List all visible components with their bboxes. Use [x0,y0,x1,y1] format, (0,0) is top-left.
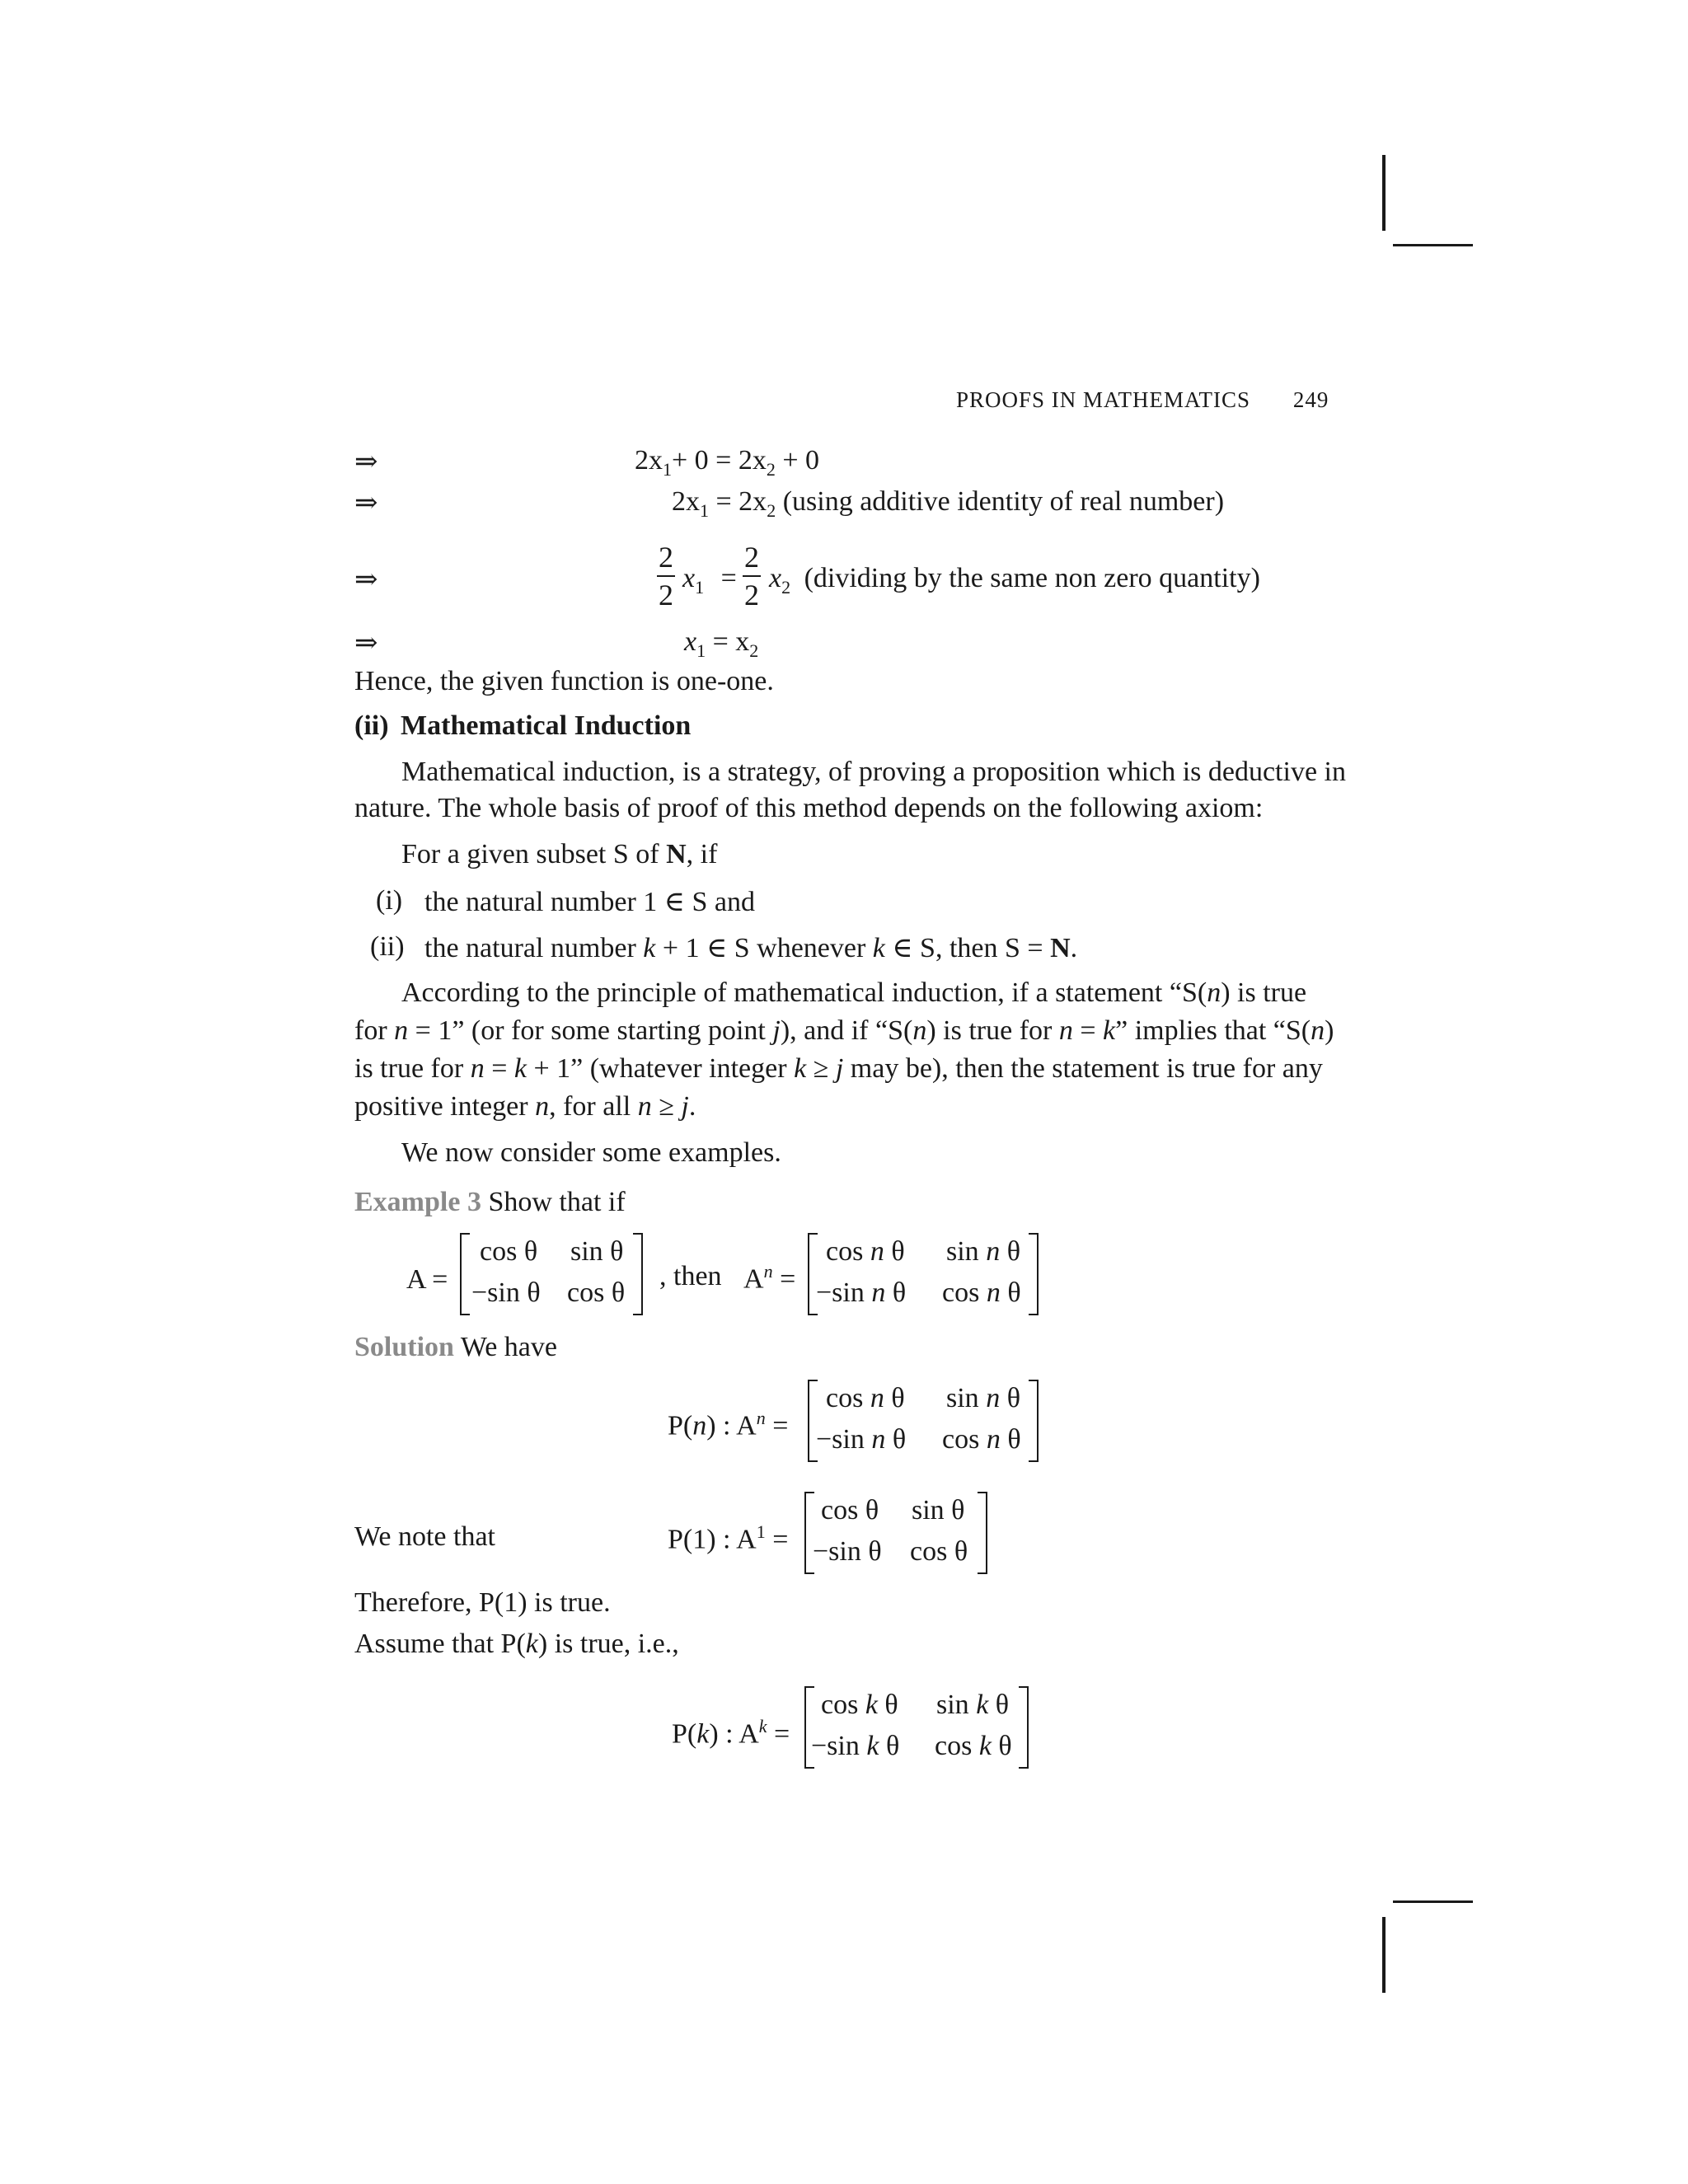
axiom-item-2-label: (ii) [370,931,405,962]
P1-lhs: P(1) : $A^1$ = [668,1521,789,1555]
matrix-Pn: cos n θ sin n θ −sin n θ cos n θ [808,1380,1039,1462]
derivation-line-3-x2: $x_2$ (dividing by the same non zero quantity) [769,563,1260,598]
implies-arrow-4: ⇒ [354,628,378,658]
solution-heading: Solution We have [354,1332,557,1362]
matrix-A-lhs: A = [406,1264,448,1295]
axiom-item-1-label: (i) [376,885,403,916]
fraction-two-over-two-left: 2 2 [659,541,673,612]
conclusion-text: Hence, the given function is one-one. [354,666,774,696]
para2-line3: is true for n = k + 1” (whatever integer k ≥ j may be), then the statement is true for any [354,1053,1323,1084]
derivation-line-4: $x_1 = x_2$ [684,626,759,661]
derivation-line-2: $2x_1 = 2x_2$ (using additive identity of real number) [672,486,1225,521]
Pk-lhs: P(k) : $A^k$ = [672,1716,790,1750]
section-heading: (ii) Mathematical Induction [354,710,692,741]
implies-arrow-2: ⇒ [354,488,378,518]
crop-mark-bottom-horizontal [1393,1900,1473,1903]
axiom-item-2: the natural number k + 1 ∈ S whenever k ∈ S, then S = N. [424,933,1078,963]
implies-arrow-3: ⇒ [354,565,378,595]
running-header [956,387,1329,413]
crop-mark-top-horizontal [1393,244,1473,246]
fraction-two-over-two-right: 2 2 [744,541,759,612]
matrix-P1: cos θ sin θ −sin θ cos θ [804,1492,987,1574]
para2-line1: According to the principle of mathematical induction, if a statement “S(n) is true [401,977,1307,1008]
implies-arrow-1: ⇒ [354,447,378,477]
crop-mark-top-vertical [1382,155,1386,231]
para1-line2: nature. The whole basis of proof of this method depends on the following axiom: [354,793,1264,823]
axiom-intro: For a given subset S of N, if [401,839,718,869]
example-3-heading: Example 3 Show that if [354,1187,626,1217]
axiom-item-1: the natural number 1 ∈ S and [424,887,755,917]
matrix-An-lhs: $A^n$ = [743,1261,796,1295]
then-text: , then [659,1261,722,1291]
page-number: 249 [1292,387,1329,412]
Pn-lhs: P(n) : $A^n$ = [668,1408,789,1441]
examples-intro: We now consider some examples. [401,1137,781,1168]
matrix-A-power-n: cos n θ sin n θ −sin n θ cos n θ [808,1233,1039,1315]
para2-line4: positive integer n, for all n ≥ j. [354,1091,696,1122]
running-title: PROOFS IN MATHEMATICS [956,387,1251,412]
we-note-that: We note that [354,1521,495,1552]
matrix-A: cos θ sin θ −sin θ cos θ [460,1233,643,1315]
assume-text: Assume that P(k) is true, i.e., [354,1629,679,1659]
crop-mark-bottom-vertical [1382,1917,1386,1993]
matrix-Pk: cos k θ sin k θ −sin k θ cos k θ [804,1686,1029,1769]
para2-line2: for n = 1” (or for some starting point j), and if “S(n) is true for n = k” implies that “S(n) [354,1015,1334,1046]
para1-line1: Mathematical induction, is a strategy, of proving a proposition which is deductive in [401,757,1346,787]
derivation-line-3-x1: $x_1$ = [682,563,737,598]
derivation-line-1: $2x_1+ 0 = 2x_2 + 0$ [635,445,820,480]
therefore-text: Therefore, P(1) is true. [354,1587,611,1618]
